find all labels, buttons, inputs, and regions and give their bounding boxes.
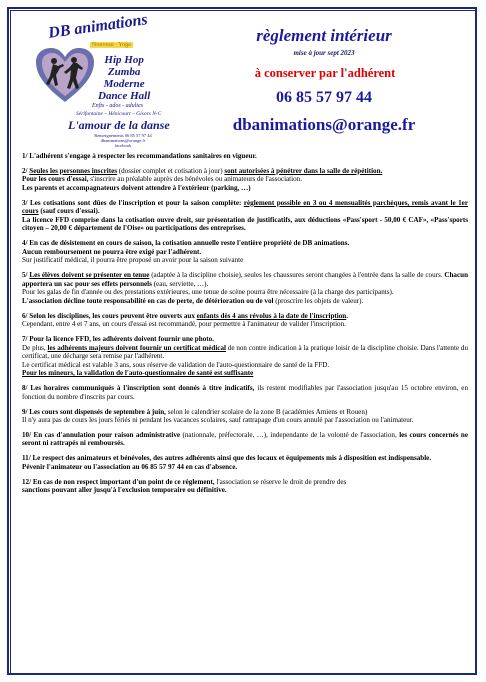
rule-text: Chacun apportera un sac pour ses effets personnels [22, 271, 469, 288]
rule-text: Les parents et accompagnateurs doivent attendre à l'extérieur (parking, …) [22, 183, 251, 192]
rule-text: 6/ Selon les disciplines, les cours peuvent être ouverts aux [22, 311, 197, 320]
phone-number: 06 85 57 97 44 [276, 89, 372, 106]
rule-text: Sur justificatif médical, il pourra être proposé un avoir pour la saison suivante [22, 256, 244, 265]
rule-text: (nationnale, préfectorale, …), independante de la volonté de l'association, [180, 430, 400, 439]
rule-12 [22, 478, 468, 495]
rule-text: 1/ L'adhérent s'engage à respecter les recommandations sanitaires en vigueur. [22, 152, 257, 160]
rule-text: (dossier complet et cotisation à jour) [116, 166, 225, 175]
logo-dance-item: Zumba [107, 66, 141, 78]
header [14, 11, 472, 150]
rule-text: s'inscrire au préalable auprès des bénévoles ou animateurs de l'association. [90, 175, 302, 184]
rule-text: 12/ En cas de non respect important d'un point de ce règlement, [22, 477, 215, 486]
rule-9 [22, 408, 468, 425]
rule-text: 8/ Les horaires communiqués à l'inscription sont donnés à titre indicatifs, [22, 384, 255, 393]
update-date: mise à jour sept 2023 [293, 49, 355, 57]
rule-text: selon le calendrier scolaire de la zone B (académies Amiens et Rouen) [165, 407, 368, 416]
rule-text: Aucun remboursement ne pourra être exigé par l'adhérent. [22, 247, 202, 256]
rule-text: De plus, [22, 343, 48, 352]
rule-text: 10/ En cas d'annulation pour raison administrative [22, 430, 181, 439]
logo [20, 11, 190, 150]
email-address[interactable]: dbanimations@orange.fr [232, 115, 416, 134]
logo-contact [80, 133, 166, 148]
rule-2 [22, 167, 468, 193]
page-title: règlement intérieur [256, 26, 392, 45]
logo-dances [98, 54, 150, 102]
rule-text: 4/ En cas de désistement en cours de saison, la cotisation annuelle reste l'entière propriété de DB animations. [22, 239, 350, 248]
keep-notice: à conserver par l'adhérent [254, 66, 396, 80]
rule-text: Le certificat médical est valable 3 ans, sous réserve de validation de l'auto-questionnaire de santé de la FFD. [22, 360, 330, 369]
logo-contact-line: facebook [114, 143, 132, 148]
rule-text: Les élèves doivent se présenter en tenue [29, 271, 150, 280]
rule-text: Pévenir l'animateur ou l'association au 06 85 57 97 44 en cas d'absence. [22, 462, 238, 471]
rule-6 [22, 312, 468, 329]
logo-dance-item: Hip Hop [104, 54, 144, 66]
logo-sub: Nouveau · Yoga [92, 42, 131, 48]
rule-text: les adhérents majeurs doivent fournir un certificat médical [47, 343, 226, 352]
rule-5 [22, 271, 468, 305]
rule-text: . [346, 311, 349, 320]
rule-number: 5/ [22, 271, 30, 280]
rule-text: sanctions pouvant aller jusqu'à l'exclusion temporaire ou définitive. [22, 486, 227, 495]
rule-8 [22, 384, 468, 401]
rule-text: Seules les personnes inscrites [29, 166, 117, 175]
rule-text: ils restent modifiables par l'association jusqu'au 15 octobre environ, en fonction du nombre d'inscrits par cours. [22, 384, 469, 401]
logo-contact-line: Renseignements 06 85 57 97 44 [94, 133, 152, 138]
rule-text: 9/ Les cours sont dispensés de septembre à juin, [22, 407, 166, 416]
rule-text: 7/ Pour la licence FFD, les adhérents doivent fournir une photo. [22, 335, 214, 344]
logo-dance-item: Dance Hall [98, 90, 151, 102]
logo-slogan: L'amour de la danse [68, 118, 170, 132]
rule-text: La licence FFD comprise dans la cotisation ouvre droit, sur présentation de justificatifs, aux déductions «Pass'sport - 50,00 € CAF», «Pass'sports citoyen – 20,00 € département de l'Oise» ou participations des entreprises. [22, 215, 468, 233]
rule-text: (sauf cours d'essai). [38, 207, 100, 216]
rule-3 [22, 199, 468, 233]
rule-text: (eau, serviette, …). [151, 279, 209, 288]
rule-text: Il n'y aura pas de cours les jours fériés ni pendant les vacances scolaires, sauf rattrapage d'un cours annulé par l'association ou l'animateur. [22, 416, 414, 425]
rule-text: enfants dès 4 ans révolus à la date de l'inscription [196, 311, 347, 320]
logo-ages: Enfts - ados - adultes [92, 103, 143, 109]
rule-text: 3/ Les cotisations sont dûes de l'inscription et pour la saison complète: [22, 198, 244, 207]
rule-text: (proscrire les objets de valeur). [273, 296, 364, 305]
heart-dancers-icon [34, 46, 96, 104]
rule-10 [22, 431, 468, 448]
rule-text: les cours concernés ne seront ni rattrapés ni remboursés. [22, 430, 468, 448]
rule-text: Pour les galas de fin d'année ou des prestations extérieures, une tenue de scène pourra être nécessaire (à la charge des participants). [22, 288, 394, 297]
rule-text: Pour les cours d'essai, [22, 175, 91, 184]
rule-text: l'association se réserve le droit de prendre des [214, 477, 347, 486]
rule-text: de non contre indication à la pratique loisir de la discipline choisie. Dans l'attente du certificat, une décharge sera remise par l'adhérent. [22, 343, 469, 361]
rule-text: Cependant, entre 4 et 7 ans, un cours d'essai est recommandé, pour permettre à l'animateur de valider l'inscription. [22, 320, 346, 329]
rules-body [22, 152, 468, 501]
logo-towns: Sérifontaine – Hénicourt – Gisors N-C [76, 111, 162, 117]
rule-text: Pour les mineurs, la validation de l'auto-questionnaire de santé est suffisante [22, 369, 254, 378]
rule-text: règlement possible en 3 ou 4 mensualités parchèques, remis avant le 1er cours [22, 198, 468, 216]
rule-text: L'association décline toute responsabilité en cas de perte, de détérioration ou de vol [22, 296, 274, 305]
rule-4 [22, 239, 468, 265]
rule-text: sont autorisées à pénétrer dans la salle de répétition. [224, 166, 383, 175]
logo-contact-line: dbanimations@orange.fr [100, 138, 146, 143]
rule-text: 11/ Le respect des animateurs et bénévoles, des autres adhérents ainsi que des locaux et équipements mis à disposition est indispensable. [22, 454, 432, 463]
rule-number: 2/ [22, 166, 30, 175]
logo-brand: DB animations [47, 11, 149, 42]
rule-11 [22, 454, 468, 471]
logo-dance-item: Moderne [103, 78, 145, 90]
rule-7 [22, 335, 468, 378]
rule-1 [22, 152, 468, 161]
rule-text: (adaptée à la discipline choisie), seules les chaussures seront changées à l'entrée dans la salle de cours. [149, 271, 445, 280]
